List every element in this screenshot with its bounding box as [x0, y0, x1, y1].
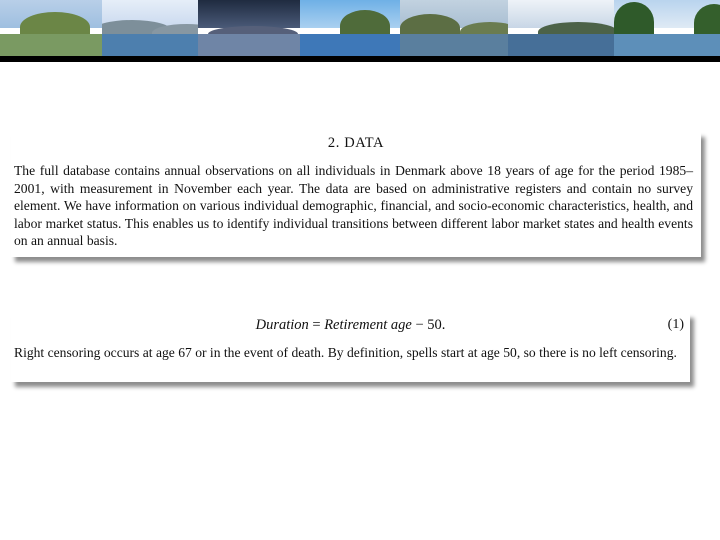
photo-lake-aerial [400, 0, 508, 56]
equation-lhs: Duration [255, 317, 309, 333]
photo-banner [0, 0, 720, 56]
photo-lakeside-trees [614, 0, 720, 56]
photo-hilltop-town [0, 0, 102, 56]
photo-lake-bay [508, 0, 614, 56]
equation-excerpt [11, 313, 690, 382]
banner-underline [0, 56, 720, 62]
photo-lake-palms [300, 0, 400, 56]
equation-number: (1) [667, 317, 684, 332]
data-section-excerpt [11, 132, 701, 257]
section-title: 2. DATA [327, 135, 385, 151]
equation-value: 50. [427, 317, 446, 333]
censoring-paragraph: Right censoring occurs at age 67 or in the event of death. By definition, spells start at age 50, so there is no left censoring. [14, 345, 677, 360]
equation-minus: − [411, 317, 428, 333]
duration-equation [11, 317, 690, 335]
data-description-paragraph: The full database contains annual observations on all individuals in Denmark above 18 years of age for the period 1985–2001, with measurement in November each year. The data are based on administrative registers and contain no survey element. We have information on various individual demographic, financial, and socio-economic characteristics, health, and labor market status. This enables us to identify individual transitions between different labor market states and health events on an annual basis. [14, 163, 693, 248]
photo-lake-mountains-1 [102, 0, 198, 56]
equation-rhs: Retirement age [324, 317, 412, 333]
equation-equals: = [308, 317, 325, 333]
photo-lakeside-promenade [198, 0, 300, 56]
